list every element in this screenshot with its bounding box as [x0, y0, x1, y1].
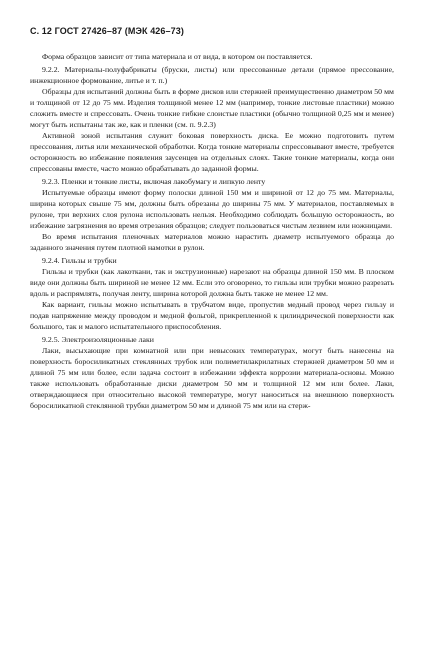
paragraph-film-winding: Во время испытания пленочных материалов можно нарастить диаметр испытуемого образца до заданного значения путем плотной намотки в рулон.	[30, 232, 394, 252]
paragraph-strip-samples: Испытуемые образцы имеют форму полоски длиной 150 мм и шириной от 12 до 75 мм. Материалы, ширина которых свыше 75 мм, должны быть обрезаны до ширины 75 мм. У материалов, поставляемых в рулоне, три верхних слоя рулона использовать нельзя. Необходимо соблюдать большую осторожность, во избежание загрязнения во время отрезания образцов; следует пользоваться чистым лезвием или ножницами.	[30, 188, 394, 230]
paragraph-disk-samples: Образцы для испытаний должны быть в форме дисков или стержней преимущественно диаметром 50 мм и толщиной от 12 до 75 мм. Изделия толщиной менее 12 мм (например, тонкие листовые пластики) можно сложить вместе и спрессовать. Очень тонкие гибкие слоистые пластики (обычно толщиной 0,25 мм и менее) могут быть испытаны так же, как и пленки (см. п. 9.2.3)	[30, 87, 394, 129]
paragraph-sample-form: Форма образцов зависит от типа материала и от вида, в котором он поставляется.	[42, 52, 313, 61]
section-9-2-3-heading: 9.2.3. Пленки и тонкие листы, включая лакобумагу и липкую ленту	[42, 177, 266, 186]
section-9-2-2-heading: 9.2.2. Материалы-полуфабрикаты (бруски, листы) или прессованные детали (прямое прессование, инжекционное формование, литье и т. п.)	[30, 65, 394, 85]
paragraph-varnishes: Лаки, высыхающие при комнатной или при невысоких температурах, могут быть нанесены на поверхность боросиликатных стеклянных трубок или полиметилакрилатных стержней диаметром 50 мм и длиной 75 мм или более, если задача состоит в избежании эффекта коррозии материала-основы. Можно также использовать обработанные диски диаметром 50 мм и толщиной 12 мм или более. Лаки, отверждающиеся при относительно высокой температуре, могут наноситься на внешнюю поверхность боросиликатной стеклянной трубки диаметром 50 мм и длиной 75 мм или на стерж-	[30, 346, 394, 410]
paragraph-tubular-test: Как вариант, гильзы можно испытывать в трубчатом виде, пропустив медный провод через гильзу и подав напряжение между проводом и медной фольгой, прикрепленной к цилиндрической поверхности как большого, так и малого испытательного приспособления.	[30, 300, 394, 331]
section-9-2-4-heading: 9.2.4. Гильзы и трубки	[42, 256, 117, 265]
page-header: С. 12 ГОСТ 27426–87 (МЭК 426–73)	[30, 26, 184, 36]
paragraph-sleeves: Гильзы и трубки (как лакоткани, так и экструзионные) нарезают на образцы длиной 150 мм. В плоском виде они должны быть шириной не менее 12 мм. Если это оговорено, то гильзы или трубки можно разрезать вдоль и распрямлять, получая ленту, ширина которой должна быть также не менее 12 мм.	[30, 267, 394, 298]
section-9-2-5-heading: 9.2.5. Электроизоляционные лаки	[42, 335, 154, 344]
paragraph-active-zone: Активной зоной испытания служит боковая поверхность диска. Ее можно подготовить путем прессования, литья или механической обработки. Когда тонкие материалы спрессовывают вместе, требуется осторожность во избежание появления заусенцев на отдельных слоях. Такие тонкие материалы, когда они спрессованы вместе, часто можно обрабатывать до заданной формы.	[30, 131, 394, 173]
